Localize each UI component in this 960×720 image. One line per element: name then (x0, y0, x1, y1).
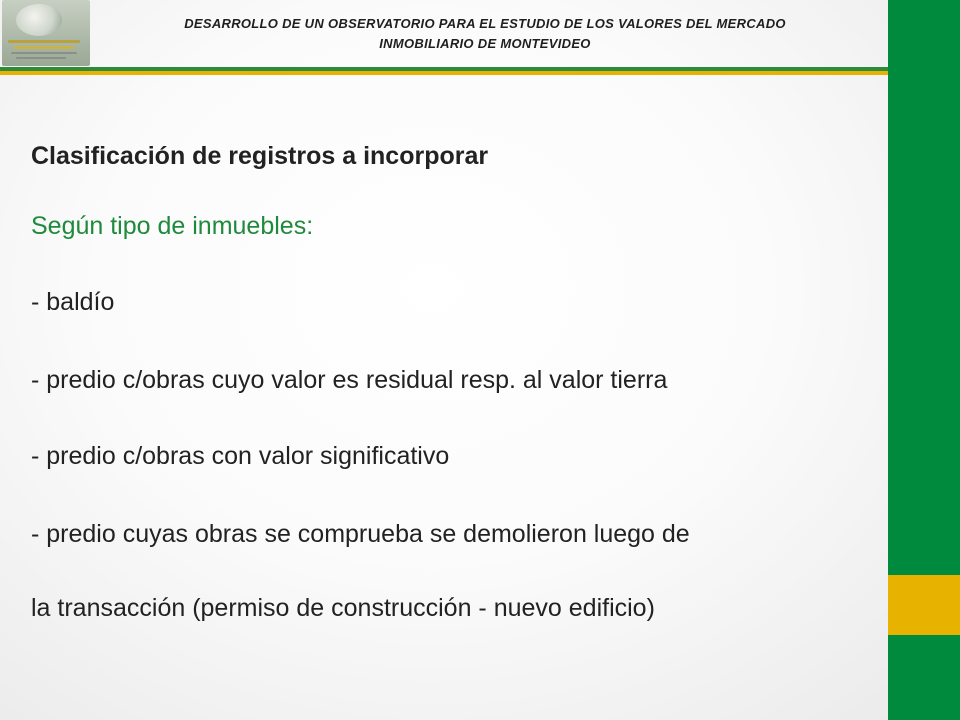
list-item: - baldío (31, 288, 115, 316)
list-item: - predio c/obras con valor significativo (31, 442, 450, 470)
header-title-line2: INMOBILIARIO DE MONTEVIDEO (379, 36, 591, 51)
globe-icon (16, 4, 62, 36)
side-bar-green-bottom (888, 635, 960, 720)
list-item: la transacción (permiso de construcción - nuevo edificio) (31, 594, 655, 622)
slide-subheading: Según tipo de inmuebles: (31, 212, 314, 240)
logo-decoration (11, 52, 77, 54)
list-item: - predio c/obras cuyo valor es residual resp. al valor tierra (31, 366, 668, 394)
header-title (100, 14, 870, 54)
logo-decoration (8, 40, 80, 43)
logo-decoration (16, 57, 66, 59)
congress-logo-icon (2, 0, 90, 66)
logo-decoration (14, 46, 74, 49)
list-item: - predio cuyas obras se comprueba se demolieron luego de (31, 520, 690, 548)
side-bar-green (888, 0, 960, 575)
slide-heading: Clasificación de registros a incorporar (31, 142, 489, 170)
side-bar-yellow (888, 575, 960, 635)
header-title-line1: DESARROLLO DE UN OBSERVATORIO PARA EL ESTUDIO DE LOS VALORES DEL MERCADO (184, 16, 786, 31)
header-rule-yellow (0, 71, 888, 75)
